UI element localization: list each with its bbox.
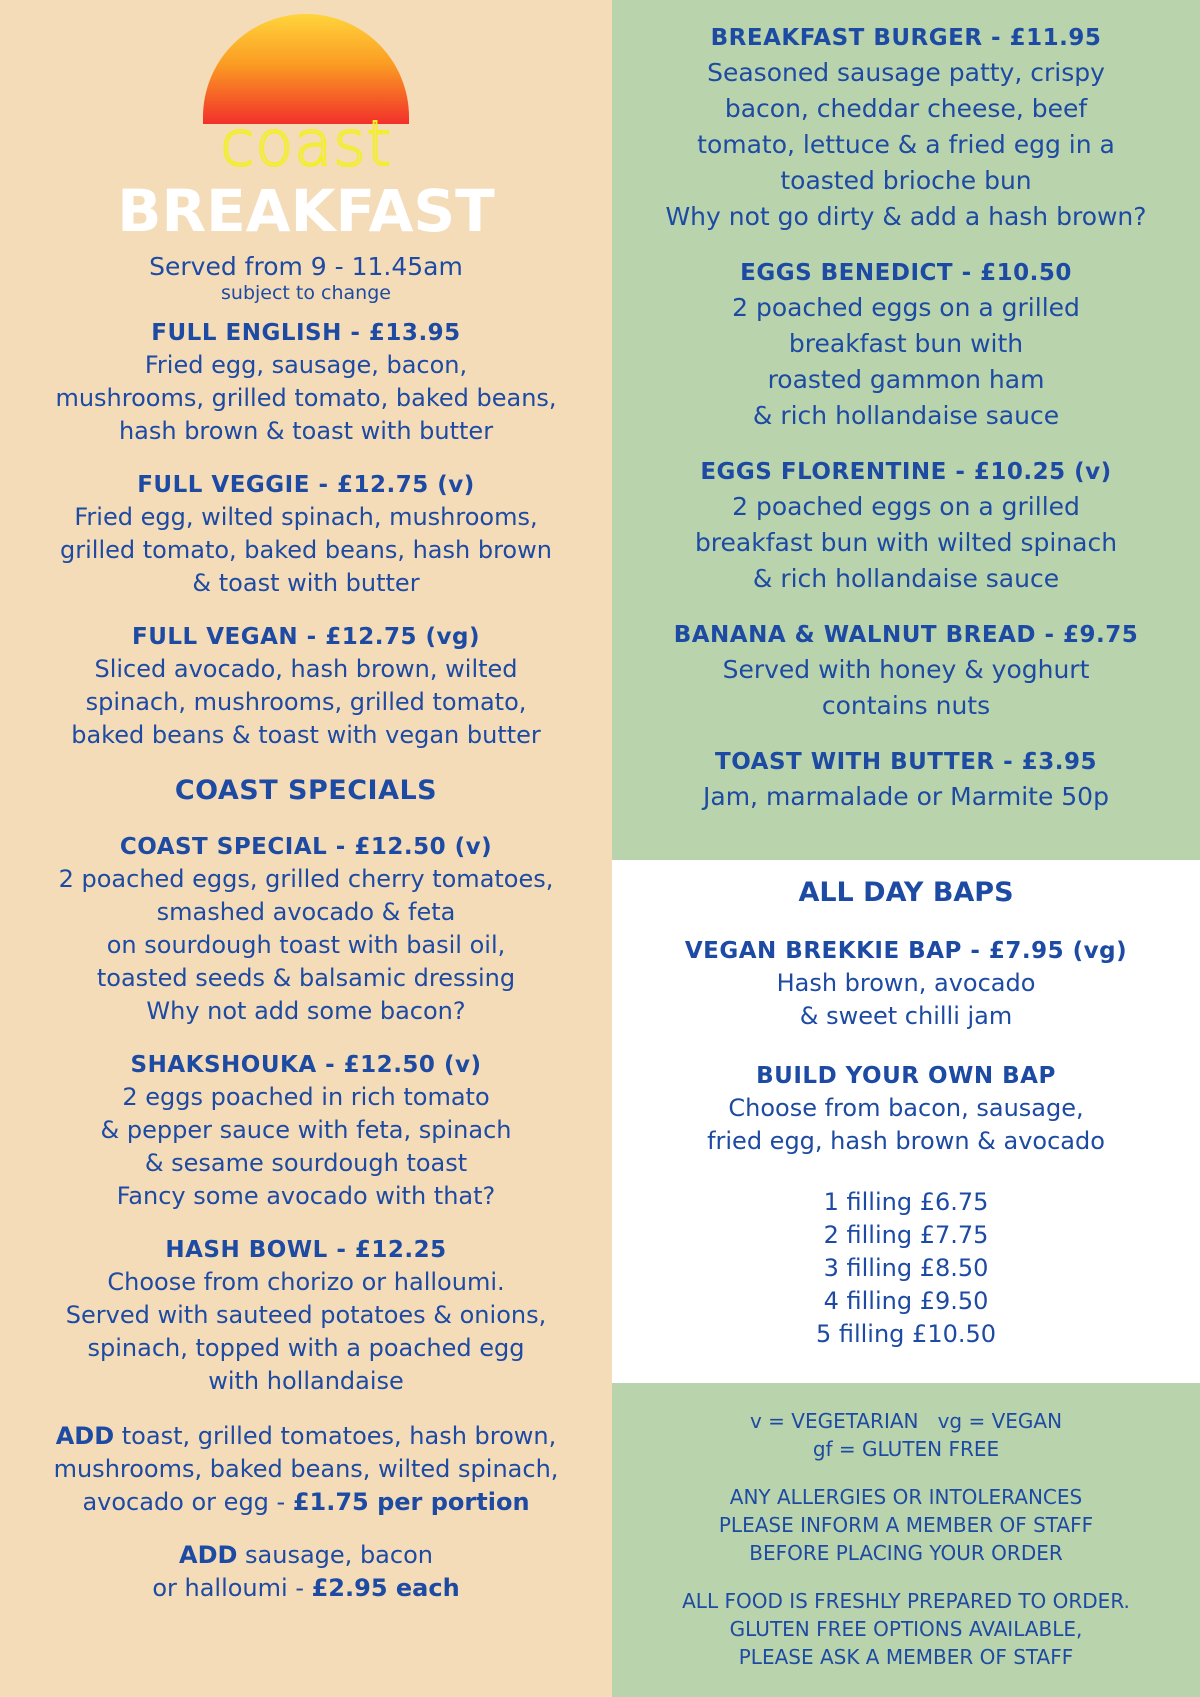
item-desc: & rich hollandaise sauce xyxy=(752,564,1060,593)
add-price: £1.75 per portion xyxy=(292,1488,530,1516)
item-desc: baked beans & toast with vegan butter xyxy=(71,721,541,749)
allergy-line: PLEASE INFORM A MEMBER OF STAFF xyxy=(718,1513,1094,1537)
item-title: FULL ENGLISH - £13.95 xyxy=(151,320,461,346)
item-desc: tomato, lettuce & a fried egg in a xyxy=(697,130,1115,159)
menu-item xyxy=(0,1235,612,1398)
item-desc: spinach, mushrooms, grilled tomato, xyxy=(85,688,527,716)
item-title: FULL VEGGIE - £12.75 (v) xyxy=(137,472,475,498)
item-title: FULL VEGAN - £12.75 (vg) xyxy=(132,624,480,650)
add-label: ADD xyxy=(179,1541,238,1569)
item-desc: 2 eggs poached in rich tomato xyxy=(122,1083,490,1111)
menu-item xyxy=(0,1050,612,1213)
item-desc: & rich hollandaise sauce xyxy=(752,401,1060,430)
item-desc: grilled tomato, baked beans, hash brown xyxy=(60,536,552,564)
item-desc: on sourdough toast with basil oil, xyxy=(106,931,506,959)
item-desc: toasted brioche bun xyxy=(780,166,1032,195)
add-text: sausage, bacon xyxy=(237,1541,433,1569)
item-desc: breakfast bun with xyxy=(788,329,1024,358)
fresh-notice xyxy=(612,1587,1200,1671)
add-ons-portion xyxy=(0,1420,612,1519)
allergy-line: ANY ALLERGIES OR INTOLERANCES xyxy=(729,1485,1083,1509)
item-desc: Why not go dirty & add a hash brown? xyxy=(665,202,1147,231)
menu-item xyxy=(0,318,612,448)
dietary-key xyxy=(612,1407,1200,1463)
add-ons-each xyxy=(0,1539,612,1605)
item-desc: Choose from chorizo or halloumi. xyxy=(107,1268,505,1296)
add-label: ADD xyxy=(55,1422,115,1450)
item-title: SHAKSHOUKA - £12.50 (v) xyxy=(130,1052,482,1078)
menu-item xyxy=(612,456,1200,597)
menu-item xyxy=(612,1061,1200,1158)
item-desc: mushrooms, grilled tomato, baked beans, xyxy=(55,384,557,412)
key-line: gf = GLUTEN FREE xyxy=(812,1437,1000,1461)
item-desc: & pepper sauce with feta, spinach xyxy=(100,1116,512,1144)
filling-price: 3 filling £8.50 xyxy=(823,1254,989,1282)
served-times: Served from 9 - 11.45am xyxy=(149,252,463,281)
item-desc: Fancy some avocado with that? xyxy=(116,1182,496,1210)
item-desc: contains nuts xyxy=(821,691,991,720)
coast-logo xyxy=(191,14,421,194)
item-desc: Jam, marmalade or Marmite 50p xyxy=(703,782,1109,811)
item-desc: spinach, topped with a poached egg xyxy=(87,1334,525,1362)
fresh-line: PLEASE ASK A MEMBER OF STAFF xyxy=(738,1645,1074,1669)
notes-section xyxy=(612,1383,1200,1697)
item-desc: bacon, cheddar cheese, beef xyxy=(724,94,1088,123)
item-desc: Why not add some bacon? xyxy=(146,997,466,1025)
add-text: mushrooms, baked beans, wilted spinach, xyxy=(53,1455,559,1483)
baps-heading: ALL DAY BAPS xyxy=(798,877,1014,908)
menu-item xyxy=(612,619,1200,724)
item-title: BANANA & WALNUT BREAD - £9.75 xyxy=(673,622,1139,648)
item-desc: roasted gammon ham xyxy=(767,365,1045,394)
baps-section xyxy=(612,860,1200,1383)
allergy-notice xyxy=(612,1483,1200,1567)
specials-heading: COAST SPECIALS xyxy=(174,775,438,806)
menu-item xyxy=(612,257,1200,434)
item-title: BUILD YOUR OWN BAP xyxy=(756,1063,1056,1089)
filling-price: 1 filling £6.75 xyxy=(823,1188,989,1216)
add-text: or halloumi - xyxy=(152,1574,312,1602)
item-title: HASH BOWL - £12.25 xyxy=(165,1237,447,1263)
item-desc: 2 poached eggs on a grilled xyxy=(732,492,1080,521)
add-text: avocado or egg - xyxy=(82,1488,293,1516)
menu-item xyxy=(0,470,612,600)
menu-item xyxy=(0,832,612,1028)
item-title: COAST SPECIAL - £12.50 (v) xyxy=(119,834,493,860)
item-desc: fried egg, hash brown & avocado xyxy=(707,1127,1105,1155)
item-title: VEGAN BREKKIE BAP - £7.95 (vg) xyxy=(684,938,1128,964)
item-desc: Fried egg, wilted spinach, mushrooms, xyxy=(74,503,538,531)
key-line: v = VEGETARIAN vg = VEGAN xyxy=(749,1409,1063,1433)
item-desc: hash brown & toast with butter xyxy=(118,417,494,445)
menu-item xyxy=(612,746,1200,815)
item-desc: with hollandaise xyxy=(208,1367,404,1395)
item-desc: toasted seeds & balsamic dressing xyxy=(96,964,516,992)
subject-note: subject to change xyxy=(221,282,391,304)
filling-price: 4 filling £9.50 xyxy=(823,1287,989,1315)
item-desc: & toast with butter xyxy=(192,569,420,597)
item-desc: Served with honey & yoghurt xyxy=(722,655,1090,684)
item-desc: breakfast bun with wilted spinach xyxy=(694,528,1118,557)
filling-price: 2 filling £7.75 xyxy=(823,1221,989,1249)
item-desc: smashed avocado & feta xyxy=(156,898,456,926)
menu-item xyxy=(612,936,1200,1033)
page-title: BREAKFAST xyxy=(117,177,495,245)
item-desc: Served with sauteed potatoes & onions, xyxy=(65,1301,547,1329)
fresh-line: ALL FOOD IS FRESHLY PREPARED TO ORDER. xyxy=(682,1589,1130,1613)
item-desc: & sesame sourdough toast xyxy=(144,1149,468,1177)
item-desc: Sliced avocado, hash brown, wilted xyxy=(94,655,518,683)
fillings-list xyxy=(612,1186,1200,1351)
item-desc: Seasoned sausage patty, crispy xyxy=(707,58,1105,87)
item-desc: & sweet chilli jam xyxy=(799,1002,1013,1030)
item-desc: Fried egg, sausage, bacon, xyxy=(144,351,468,379)
right-top-column xyxy=(612,0,1200,860)
item-desc: Hash brown, avocado xyxy=(776,969,1036,997)
add-text: toast, grilled tomatoes, hash brown, xyxy=(114,1422,557,1450)
item-title: EGGS FLORENTINE - £10.25 (v) xyxy=(700,459,1112,485)
menu-item xyxy=(0,622,612,752)
item-desc: 2 poached eggs on a grilled xyxy=(732,293,1080,322)
item-title: BREAKFAST BURGER - £11.95 xyxy=(710,25,1102,51)
item-title: TOAST WITH BUTTER - £3.95 xyxy=(715,749,1097,775)
filling-price: 5 filling £10.50 xyxy=(815,1320,997,1348)
item-desc: 2 poached eggs, grilled cherry tomatoes, xyxy=(58,865,554,893)
item-title: EGGS BENEDICT - £10.50 xyxy=(740,260,1072,286)
item-desc: Choose from bacon, sausage, xyxy=(728,1094,1084,1122)
fresh-line: GLUTEN FREE OPTIONS AVAILABLE, xyxy=(729,1617,1083,1641)
add-price: £2.95 each xyxy=(311,1574,460,1602)
menu-item xyxy=(612,22,1200,235)
logo-word: coast xyxy=(220,107,392,180)
allergy-line: BEFORE PLACING YOUR ORDER xyxy=(749,1541,1063,1565)
